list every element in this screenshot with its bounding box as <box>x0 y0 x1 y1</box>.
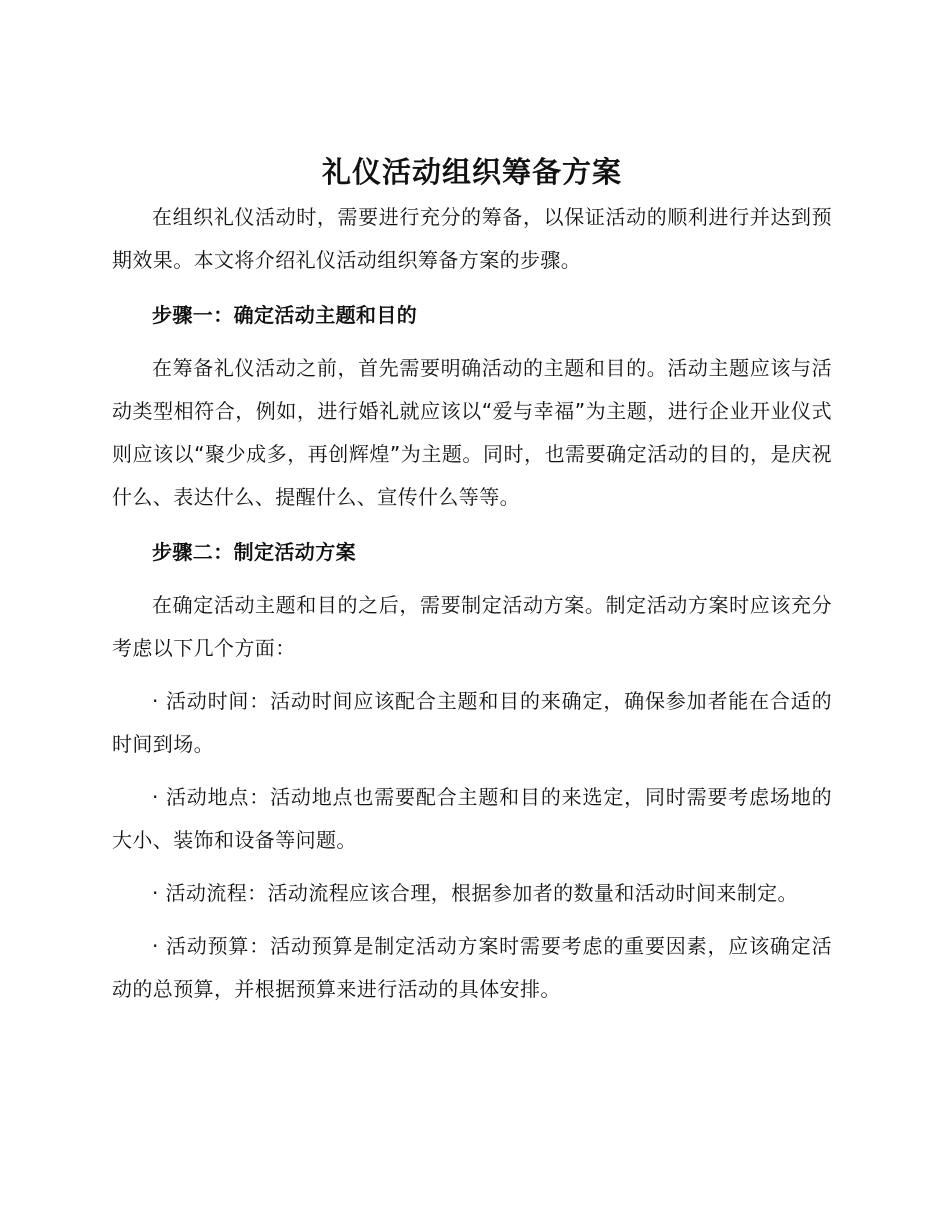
step-2-heading: 步骤二：制定活动方案 <box>152 540 356 564</box>
list-item-budget: · 活动预算：活动预算是制定活动方案时需要考虑的重要因素，应该确定活动的总预算，并根据预算来进行活动的具体安排。 <box>112 934 832 1001</box>
step-2-paragraph: 在确定活动主题和目的之后，需要制定活动方案。制定活动方案时应该充分考虑以下几个方面： <box>112 593 832 660</box>
intro-paragraph: 在组织礼仪活动时，需要进行充分的筹备，以保证活动的顺利进行并达到预期效果。本文将介绍礼仪活动组织筹备方案的步骤。 <box>112 205 832 272</box>
page-title: 礼仪活动组织筹备方案 <box>321 155 622 189</box>
step-1-heading: 步骤一：确定活动主题和目的 <box>152 303 418 327</box>
list-item-time: · 活动时间：活动时间应该配合主题和目的来确定，确保参加者能在合适的时间到场。 <box>112 689 832 756</box>
list-item-location: · 活动地点：活动地点也需要配合主题和目的来选定，同时需要考虑场地的大小、装饰和设备等问题。 <box>112 785 832 852</box>
document-content <box>112 148 832 1011</box>
list-item-process: · 活动流程：活动流程应该合理，根据参加者的数量和活动时间来制定。 <box>152 881 798 905</box>
step-1-paragraph: 在筹备礼仪活动之前，首先需要明确活动的主题和目的。活动主题应该与活动类型相符合，例如，进行婚礼就应该以“爱与幸福”为主题，进行企业开业仪式则应该以“聚少成多，再创辉煌”为主题。同时，也需要确定活动的目的，是庆祝什么、表达什么、提醒什么、宣传什么等等。 <box>112 356 832 509</box>
